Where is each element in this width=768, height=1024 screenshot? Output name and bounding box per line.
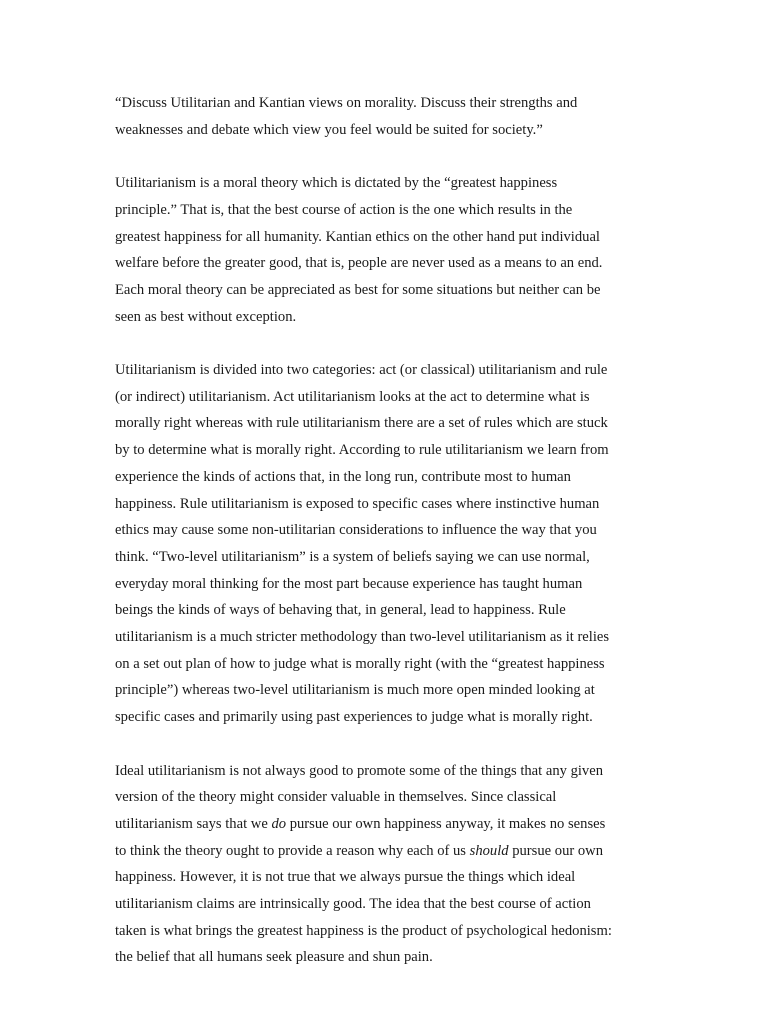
text-line: on a set out plan of how to judge what is morally right (with the “greatest happiness (115, 655, 605, 672)
text-line: utilitarianism claims are intrinsically good. The idea that the best course of action (115, 896, 591, 913)
text-line: morally right whereas with rule utilitarianism there are a set of rules which are stuck (115, 415, 608, 432)
text-line: by to determine what is morally right. According to rule utilitarianism we learn from (115, 442, 609, 459)
text-line: everyday moral thinking for the most part because experience has taught human (115, 575, 583, 592)
paragraph-gap (115, 143, 645, 170)
text-line: beings the kinds of ways of behaving that, in general, lead to happiness. Rule (115, 602, 566, 619)
text-line: (or indirect) utilitarianism. Act utilitarianism looks at the act to determine what is (115, 388, 590, 405)
text-line: seen as best without exception. (115, 308, 297, 325)
text-line: the belief that all humans seek pleasure and shun pain. (115, 949, 433, 966)
text-line: Utilitarianism is a moral theory which is dictated by the “greatest happiness (115, 175, 558, 192)
paragraph-gap (115, 330, 645, 357)
paragraph-1 (115, 170, 645, 330)
paragraph-3 (115, 758, 645, 972)
text-line: “Discuss Utilitarian and Kantian views on morality. Discuss their strengths and (115, 95, 578, 111)
text-run: pursue our own happiness anyway, it makes no senses (286, 815, 606, 832)
text-line: weaknesses and debate which view you feel would be suited for society.” (115, 121, 543, 138)
text-line (115, 838, 645, 865)
text-line: principle.” That is, that the best course of action is the one which results in the (115, 201, 573, 218)
text-line: welfare before the greater good, that is, people are never used as a means to an end. (115, 255, 603, 272)
text-line: experience the kinds of actions that, in the long run, contribute most to human (115, 468, 571, 485)
text-line: utilitarianism is a much stricter methodology than two-level utilitarianism as it relies (115, 629, 610, 646)
emphasis-should: should (469, 842, 509, 859)
text-line: think. “Two-level utilitarianism” is a system of beliefs saying we can use normal, (115, 548, 590, 565)
essay-prompt (115, 90, 645, 143)
emphasis-do: do (271, 815, 287, 832)
text-line: happiness. However, it is not true that we always pursue the things which ideal (115, 869, 576, 886)
text-line: Ideal utilitarianism is not always good to promote some of the things that any given (115, 762, 603, 779)
text-line: specific cases and primarily using past experiences to judge what is morally right. (115, 709, 593, 726)
paragraph-2 (115, 357, 645, 731)
paragraph-gap (115, 731, 645, 758)
text-line: happiness. Rule utilitarianism is exposed to specific cases where instinctive human (115, 495, 600, 512)
text-line: Each moral theory can be appreciated as best for some situations but neither can be (115, 281, 601, 298)
text-line: Utilitarianism is divided into two categories: act (or classical) utilitarianism and rule (115, 362, 608, 378)
text-line: taken is what brings the greatest happiness is the product of psychological hedonism: (115, 922, 612, 939)
text-run: utilitarianism says that we (115, 815, 272, 832)
text-line: principle”) whereas two-level utilitarianism is much more open minded looking at (115, 682, 595, 699)
text-line (115, 811, 645, 838)
text-line: ethics may cause some non-utilitarian considerations to influence the way that you (115, 522, 597, 539)
text-run: pursue our own (508, 842, 604, 859)
text-line: greatest happiness for all humanity. Kantian ethics on the other hand put individual (115, 228, 600, 245)
text-line: version of the theory might consider valuable in themselves. Since classical (115, 789, 557, 806)
document-page (115, 90, 645, 971)
text-run: to think the theory ought to provide a reason why each of us (115, 842, 470, 859)
